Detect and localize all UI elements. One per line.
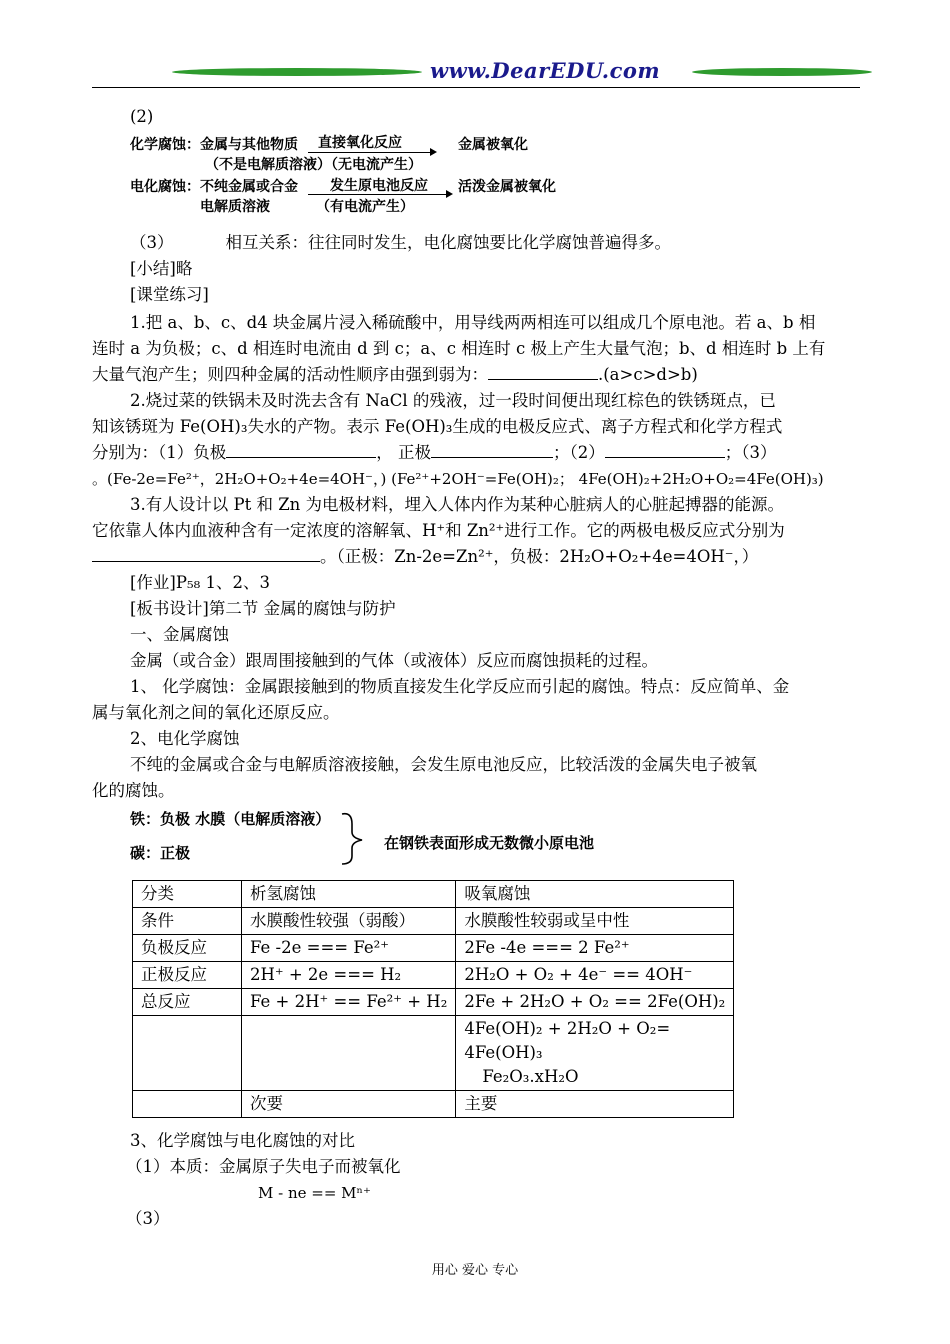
chem-result: 金属被氧化 bbox=[458, 137, 528, 153]
homework: [作业]P₅₈ 1、2、3 bbox=[130, 573, 270, 592]
q2-line-c bbox=[92, 440, 822, 466]
header-rule bbox=[92, 87, 860, 88]
page-header bbox=[92, 58, 860, 92]
item-3-label: （3） bbox=[126, 1209, 170, 1228]
elec-note-1: 电解质溶液 bbox=[200, 199, 270, 215]
relation-line bbox=[130, 230, 860, 256]
chem-corrosion-a: 1、 化学腐蚀：金属跟接触到的物质直接发生化学反应而引起的腐蚀。特点：反应简单、金 bbox=[130, 677, 790, 696]
comparison-title: 3、化学腐蚀与电化腐蚀的对比 bbox=[130, 1131, 355, 1150]
table-cell: 主要 bbox=[456, 1091, 734, 1118]
table-row bbox=[133, 935, 734, 962]
table-header: 吸氧腐蚀 bbox=[456, 881, 734, 908]
rust-eq-1: 4Fe(OH)₂ + 2H₂O + O₂= bbox=[464, 1019, 671, 1038]
cell-result: 在钢铁表面形成无数微小原电池 bbox=[384, 834, 595, 852]
q3-line-c bbox=[92, 544, 822, 570]
table-cell: 2Fe -4e === 2 Fe²⁺ bbox=[456, 935, 734, 962]
q2-blank-anode[interactable] bbox=[226, 441, 376, 458]
site-logo: www.DearEDU.com bbox=[430, 58, 661, 83]
table-header: 析氢腐蚀 bbox=[242, 881, 456, 908]
q2-line-d: 。(Fe-2e=Fe²⁺，2H₂O+O₂+4e=4OH⁻，) (Fe²⁺+2OH⁻=Fe(OH)₂； 4Fe(OH)₂+2H₂O+O₂=4Fe(OH)₃) bbox=[92, 470, 824, 488]
exercise-title: [课堂练习] bbox=[130, 285, 209, 304]
rust-eq-3: Fe₂O₃.xH₂O bbox=[482, 1067, 579, 1086]
chem-corrosion-b: 属与氧化剂之间的氧化还原反应。 bbox=[92, 703, 340, 722]
corrosion-definition: 金属（或合金）跟周围接触到的气体（或液体）反应而腐蚀损耗的过程。 bbox=[130, 651, 658, 670]
corrosion-table bbox=[132, 880, 734, 1118]
summary: [小结]略 bbox=[130, 259, 193, 278]
board-design: [板书设计]第二节 金属的腐蚀与防护 bbox=[130, 599, 396, 618]
elec-result: 活泼金属被氧化 bbox=[458, 179, 556, 195]
chem-label: 化学腐蚀：金属与其他物质 bbox=[130, 137, 298, 153]
elec-corrosion-a: 不纯的金属或合金与电解质溶液接触，会发生原电池反应，比较活泼的金属失电子被氧 bbox=[130, 755, 757, 774]
elec-corrosion-title: 2、电化学腐蚀 bbox=[130, 729, 240, 748]
table-cell: 水膜酸性较强（弱酸） bbox=[242, 908, 456, 935]
table-cell: Fe -2e === Fe²⁺ bbox=[242, 935, 456, 962]
table-cell: 正极反应 bbox=[133, 962, 242, 989]
page-footer: 用心 爱心 专心 bbox=[431, 1263, 519, 1278]
iron-label: 铁：负极 水膜（电解质溶液） bbox=[130, 810, 331, 828]
table-row bbox=[133, 989, 734, 1016]
q2-c1: 分别为：（1）负极 bbox=[92, 443, 227, 462]
relation-num: （3） bbox=[130, 233, 174, 252]
elec-arrow bbox=[308, 194, 446, 195]
q3-line-b: 它依靠人体内血液种含有一定浓度的溶解氧、H⁺和 Zn²⁺进行工作。它的两极电极反应式分别为 bbox=[92, 521, 785, 540]
chem-arrow-text: 直接氧化反应 bbox=[318, 135, 402, 151]
table-cell: Fe + 2H⁺ == Fe²⁺ + H₂ bbox=[242, 989, 456, 1016]
table-row bbox=[133, 962, 734, 989]
table-cell: 2H₂O + O₂ + 4e⁻ == 4OH⁻ bbox=[456, 962, 734, 989]
table-cell bbox=[133, 1016, 242, 1091]
q3-answer: 。（正极：Zn-2e=Zn²⁺，负极：2H₂O+O₂+4e=4OH⁻，） bbox=[320, 547, 759, 566]
q1-line-a bbox=[130, 310, 860, 336]
section-2-label: (2) bbox=[130, 107, 154, 126]
elec-arrow-text: 发生原电池反应 bbox=[330, 178, 428, 194]
q2-line-b: 知该锈斑为 Fe(OH)₃失水的产物。表示 Fe(OH)₃生成的电极反应式、离子方程式和化学方程式 bbox=[92, 417, 783, 436]
table-cell: 水膜酸性较弱或呈中性 bbox=[456, 908, 734, 935]
q3-line-a: 3.有人设计以 Pt 和 Zn 为电极材料，埋入人体内作为某种心脏病人的心脏起搏器的能源。 bbox=[130, 495, 785, 514]
table-cell: 总反应 bbox=[133, 989, 242, 1016]
q1-line-b: 连时 a 为负极；c、d 相连时电流由 d 到 c；a、c 相连时 c 极上产生大量气泡；b、d 相连时 b 上有 bbox=[92, 339, 826, 358]
table-cell bbox=[242, 1016, 456, 1091]
section-metal-corrosion: 一、金属腐蚀 bbox=[130, 625, 229, 644]
q1-c-text: 大量气泡产生；则四种金属的活动性顺序由强到弱为： bbox=[92, 365, 488, 384]
table-cell: 2Fe + 2H₂O + O₂ == 2Fe(OH)₂ bbox=[456, 989, 734, 1016]
chem-note: （不是电解质溶液）（无电流产生） bbox=[205, 157, 422, 173]
q3-blank[interactable] bbox=[92, 545, 320, 562]
q2-c4: ；（3） bbox=[724, 443, 777, 462]
q2-c3: ；（2） bbox=[553, 443, 605, 462]
elec-label: 电化腐蚀：不纯金属或合金 bbox=[130, 179, 298, 195]
table-cell: 负极反应 bbox=[133, 935, 242, 962]
table-row bbox=[133, 1016, 734, 1091]
q1-a-text: 1.把 a、b、c、d4 块金属片浸入稀硫酸中，用导线两两相连可以组成几个原电池。若 a、b 相 bbox=[130, 313, 816, 332]
q2-line-a: 2.烧过菜的铁锅未及时洗去含有 NaCl 的残液，过一段时间便出现红棕色的铁锈斑点，已 bbox=[130, 391, 776, 410]
logo-swoosh-left bbox=[172, 68, 422, 76]
table-row bbox=[133, 908, 734, 935]
carbon-label: 碳：正极 bbox=[130, 844, 191, 862]
q2-blank-2[interactable] bbox=[605, 441, 725, 458]
table-cell bbox=[133, 1091, 242, 1118]
table-cell: 条件 bbox=[133, 908, 242, 935]
essence-line: （1）本质：金属原子失电子而被氧化 bbox=[126, 1157, 401, 1176]
brace-icon bbox=[338, 808, 374, 866]
q1-line-c bbox=[92, 362, 822, 388]
logo-swoosh-right bbox=[692, 68, 872, 76]
table-row bbox=[133, 1091, 734, 1118]
q2-c2: ， 正极 bbox=[376, 443, 431, 462]
table-header: 分类 bbox=[133, 881, 242, 908]
rust-eq-2: 4Fe(OH)₃ bbox=[464, 1043, 543, 1062]
oxidation-formula: M - ne == Mⁿ⁺ bbox=[258, 1184, 371, 1202]
table-cell: 2H⁺ + 2e === H₂ bbox=[242, 962, 456, 989]
chem-arrow bbox=[308, 152, 430, 153]
q1-answer: .(a>c>d>b) bbox=[598, 365, 698, 384]
elec-note-2: （有电流产生） bbox=[316, 199, 414, 215]
elec-corrosion-b: 化的腐蚀。 bbox=[92, 781, 175, 800]
q2-blank-cathode[interactable] bbox=[431, 441, 553, 458]
table-header-row bbox=[133, 881, 734, 908]
table-cell: 次要 bbox=[242, 1091, 456, 1118]
relation-text: 相互关系：往往同时发生，电化腐蚀要比化学腐蚀普遍得多。 bbox=[225, 233, 671, 252]
q1-blank[interactable] bbox=[488, 363, 598, 380]
table-cell bbox=[456, 1016, 734, 1091]
